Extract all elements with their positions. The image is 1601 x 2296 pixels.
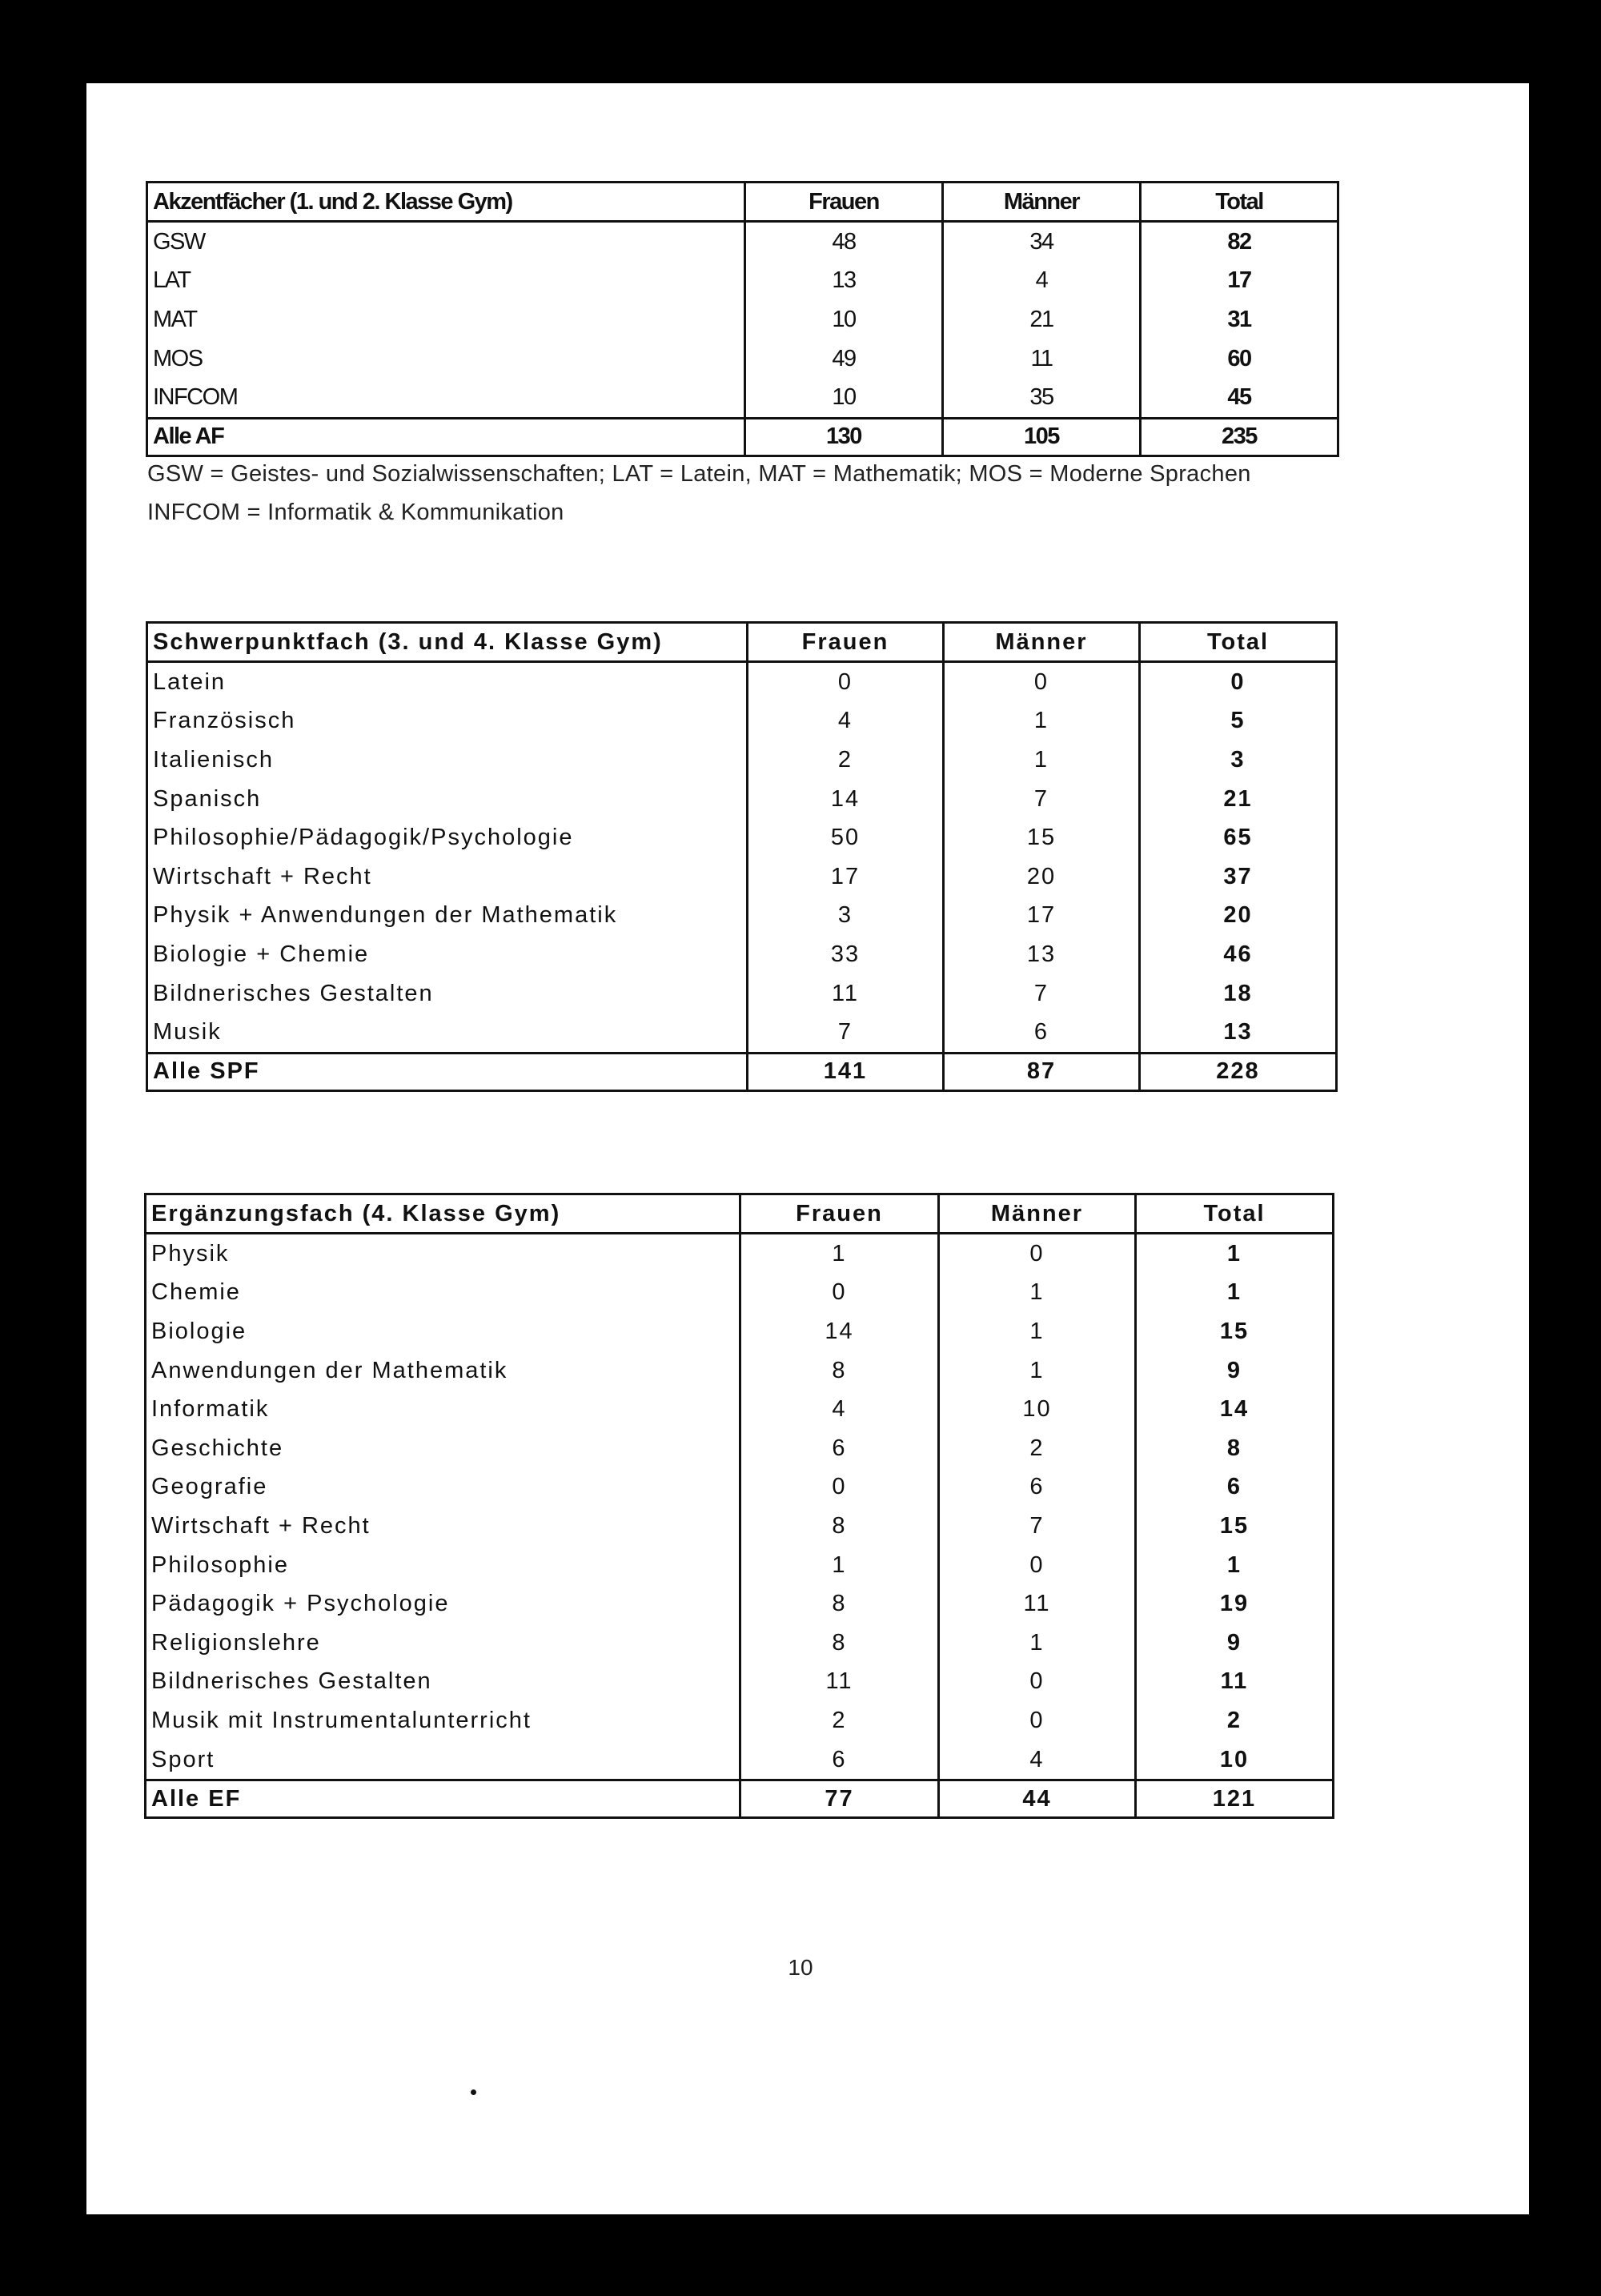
cell-total: 2 (1136, 1701, 1334, 1740)
cell-label: Physik (146, 1234, 740, 1274)
table-row (147, 300, 1338, 339)
cell-label: Pädagogik + Psychologie (146, 1584, 740, 1624)
cell-total: 46 (1140, 935, 1337, 974)
cell-frauen: 0 (740, 1468, 939, 1507)
table-row (146, 1507, 1334, 1546)
cell-total: 18 (1140, 974, 1337, 1014)
cell-frauen: 8 (740, 1507, 939, 1546)
cell-frauen: 50 (748, 818, 944, 857)
cell-maenner: 6 (939, 1468, 1136, 1507)
cell-frauen: 0 (748, 662, 944, 702)
table-row (146, 1351, 1334, 1391)
cell-frauen: 10 (745, 300, 943, 339)
table-row (147, 818, 1337, 857)
cell-label: Philosophie (146, 1546, 740, 1585)
table-header-row (147, 623, 1337, 662)
table-header-row (146, 1194, 1334, 1234)
total-cell-label: Alle EF (146, 1780, 740, 1818)
table-row (147, 780, 1337, 819)
cell-maenner: 1 (939, 1312, 1136, 1351)
cell-maenner: 13 (944, 935, 1140, 974)
cell-total: 0 (1140, 662, 1337, 702)
column-header-total: Total (1140, 623, 1337, 662)
table-row (146, 1584, 1334, 1624)
cell-label: Physik + Anwendungen der Mathematik (147, 897, 748, 936)
cell-total: 15 (1136, 1312, 1334, 1351)
cell-label: MOS (147, 339, 745, 379)
cell-maenner: 0 (939, 1234, 1136, 1274)
cell-label: Latein (147, 662, 748, 702)
cell-label: INFCOM (147, 378, 745, 418)
total-cell-frauen: 77 (740, 1780, 939, 1818)
total-cell-total: 121 (1136, 1780, 1334, 1818)
cell-label: Musik (147, 1013, 748, 1053)
column-header-maenner: Männer (939, 1194, 1136, 1234)
cell-total: 3 (1140, 741, 1337, 780)
column-header-maenner: Männer (944, 623, 1140, 662)
column-header-frauen: Frauen (740, 1194, 939, 1234)
table-row (147, 1013, 1337, 1053)
total-cell-total: 228 (1140, 1053, 1337, 1090)
total-cell-maenner: 105 (943, 418, 1141, 456)
cell-frauen: 6 (740, 1740, 939, 1780)
cell-total: 19 (1136, 1584, 1334, 1624)
cell-frauen: 1 (740, 1546, 939, 1585)
cell-label: Wirtschaft + Recht (146, 1507, 740, 1546)
column-header-label: Ergänzungsfach (4. Klasse Gym) (146, 1194, 740, 1234)
cell-label: LAT (147, 262, 745, 301)
total-cell-maenner: 44 (939, 1780, 1136, 1818)
table-row (146, 1624, 1334, 1663)
cell-total: 1 (1136, 1234, 1334, 1274)
cell-frauen: 8 (740, 1624, 939, 1663)
cell-label: Bildnerisches Gestalten (147, 974, 748, 1014)
cell-total: 11 (1136, 1663, 1334, 1702)
cell-label: Geografie (146, 1468, 740, 1507)
cell-maenner: 7 (944, 974, 1140, 1014)
cell-label: Italienisch (147, 741, 748, 780)
cell-label: Biologie + Chemie (147, 935, 748, 974)
column-header-frauen: Frauen (748, 623, 944, 662)
cell-maenner: 0 (939, 1663, 1136, 1702)
cell-frauen: 4 (740, 1390, 939, 1429)
cell-maenner: 20 (944, 857, 1140, 897)
cell-total: 9 (1136, 1351, 1334, 1391)
table-row (147, 339, 1338, 379)
table-row (147, 857, 1337, 897)
cell-maenner: 21 (943, 300, 1141, 339)
cell-maenner: 4 (939, 1740, 1136, 1780)
cell-total: 17 (1141, 262, 1338, 301)
scan-speck (471, 2089, 476, 2095)
cell-maenner: 34 (943, 222, 1141, 262)
total-cell-frauen: 130 (745, 418, 943, 456)
table-header-row (147, 183, 1338, 222)
cell-label: Anwendungen der Mathematik (146, 1351, 740, 1391)
cell-total: 60 (1141, 339, 1338, 379)
cell-total: 31 (1141, 300, 1338, 339)
cell-frauen: 2 (740, 1701, 939, 1740)
cell-label: Bildnerisches Gestalten (146, 1663, 740, 1702)
cell-frauen: 14 (748, 780, 944, 819)
cell-label: MAT (147, 300, 745, 339)
table-row (147, 662, 1337, 702)
cell-total: 15 (1136, 1507, 1334, 1546)
table-row (146, 1546, 1334, 1585)
cell-frauen: 4 (748, 702, 944, 741)
cell-total: 5 (1140, 702, 1337, 741)
column-header-label: Schwerpunktfach (3. und 4. Klasse Gym) (147, 623, 748, 662)
legend-abbreviations: GSW = Geistes- und Sozialwissenschaften; LAT = Latein, MAT = Mathematik; MOS = Moderne Sprachen (147, 461, 1251, 487)
total-cell-frauen: 141 (748, 1053, 944, 1090)
table-row (147, 897, 1337, 936)
table-row (147, 974, 1337, 1014)
cell-frauen: 2 (748, 741, 944, 780)
cell-label: Biologie (146, 1312, 740, 1351)
cell-total: 21 (1140, 780, 1337, 819)
cell-label: Geschichte (146, 1429, 740, 1468)
table-row (146, 1740, 1334, 1780)
cell-label: Sport (146, 1740, 740, 1780)
table-row (146, 1468, 1334, 1507)
cell-frauen: 14 (740, 1312, 939, 1351)
cell-maenner: 1 (939, 1351, 1136, 1391)
table-row (146, 1429, 1334, 1468)
table-akzentfaecher (146, 181, 1339, 457)
table-row (146, 1274, 1334, 1313)
cell-frauen: 8 (740, 1351, 939, 1391)
table-row (146, 1663, 1334, 1702)
cell-frauen: 10 (745, 378, 943, 418)
cell-frauen: 11 (740, 1663, 939, 1702)
table-total-row (146, 1780, 1334, 1818)
cell-total: 1 (1136, 1274, 1334, 1313)
cell-maenner: 11 (939, 1584, 1136, 1624)
cell-label: GSW (147, 222, 745, 262)
cell-frauen: 17 (748, 857, 944, 897)
cell-total: 65 (1140, 818, 1337, 857)
table-row (146, 1312, 1334, 1351)
total-cell-label: Alle AF (147, 418, 745, 456)
cell-total: 10 (1136, 1740, 1334, 1780)
cell-total: 82 (1141, 222, 1338, 262)
cell-maenner: 1 (944, 702, 1140, 741)
cell-label: Religionslehre (146, 1624, 740, 1663)
legend-infcom: INFCOM = Informatik & Kommunikation (147, 500, 564, 525)
cell-maenner: 11 (943, 339, 1141, 379)
total-cell-total: 235 (1141, 418, 1338, 456)
table-ergaenzungsfach (144, 1193, 1334, 1819)
cell-frauen: 8 (740, 1584, 939, 1624)
cell-frauen: 49 (745, 339, 943, 379)
column-header-maenner: Männer (943, 183, 1141, 222)
table-row (147, 741, 1337, 780)
cell-maenner: 6 (944, 1013, 1140, 1053)
cell-frauen: 33 (748, 935, 944, 974)
cell-maenner: 1 (939, 1624, 1136, 1663)
cell-label: Musik mit Instrumentalunterricht (146, 1701, 740, 1740)
cell-maenner: 17 (944, 897, 1140, 936)
cell-frauen: 7 (748, 1013, 944, 1053)
table-row (147, 262, 1338, 301)
cell-maenner: 7 (944, 780, 1140, 819)
cell-maenner: 15 (944, 818, 1140, 857)
cell-frauen: 0 (740, 1274, 939, 1313)
cell-label: Spanisch (147, 780, 748, 819)
table-row (147, 935, 1337, 974)
cell-maenner: 0 (939, 1546, 1136, 1585)
table-row (147, 222, 1338, 262)
table-row (146, 1390, 1334, 1429)
column-header-total: Total (1141, 183, 1338, 222)
cell-frauen: 1 (740, 1234, 939, 1274)
cell-label: Informatik (146, 1390, 740, 1429)
cell-maenner: 4 (943, 262, 1141, 301)
cell-maenner: 35 (943, 378, 1141, 418)
cell-total: 8 (1136, 1429, 1334, 1468)
cell-total: 37 (1140, 857, 1337, 897)
cell-total: 1 (1136, 1546, 1334, 1585)
cell-maenner: 1 (944, 741, 1140, 780)
cell-label: Wirtschaft + Recht (147, 857, 748, 897)
cell-maenner: 0 (944, 662, 1140, 702)
cell-frauen: 6 (740, 1429, 939, 1468)
cell-frauen: 48 (745, 222, 943, 262)
cell-frauen: 11 (748, 974, 944, 1014)
total-cell-maenner: 87 (944, 1053, 1140, 1090)
cell-total: 14 (1136, 1390, 1334, 1429)
cell-maenner: 10 (939, 1390, 1136, 1429)
cell-maenner: 7 (939, 1507, 1136, 1546)
column-header-total: Total (1136, 1194, 1334, 1234)
cell-label: Chemie (146, 1274, 740, 1313)
total-cell-label: Alle SPF (147, 1053, 748, 1090)
cell-maenner: 2 (939, 1429, 1136, 1468)
cell-maenner: 1 (939, 1274, 1136, 1313)
cell-total: 6 (1136, 1468, 1334, 1507)
cell-label: Französisch (147, 702, 748, 741)
cell-frauen: 13 (745, 262, 943, 301)
column-header-label: Akzentfächer (1. und 2. Klasse Gym) (147, 183, 745, 222)
table-total-row (147, 1053, 1337, 1090)
cell-frauen: 3 (748, 897, 944, 936)
cell-label: Philosophie/Pädagogik/Psychologie (147, 818, 748, 857)
cell-total: 20 (1140, 897, 1337, 936)
table-row (146, 1701, 1334, 1740)
table-row (147, 378, 1338, 418)
cell-maenner: 0 (939, 1701, 1136, 1740)
table-row (146, 1234, 1334, 1274)
cell-total: 45 (1141, 378, 1338, 418)
table-row (147, 702, 1337, 741)
table-schwerpunktfach (146, 621, 1338, 1092)
cell-total: 9 (1136, 1624, 1334, 1663)
table-total-row (147, 418, 1338, 456)
column-header-frauen: Frauen (745, 183, 943, 222)
cell-total: 13 (1140, 1013, 1337, 1053)
page-number: 10 (788, 1955, 813, 1980)
